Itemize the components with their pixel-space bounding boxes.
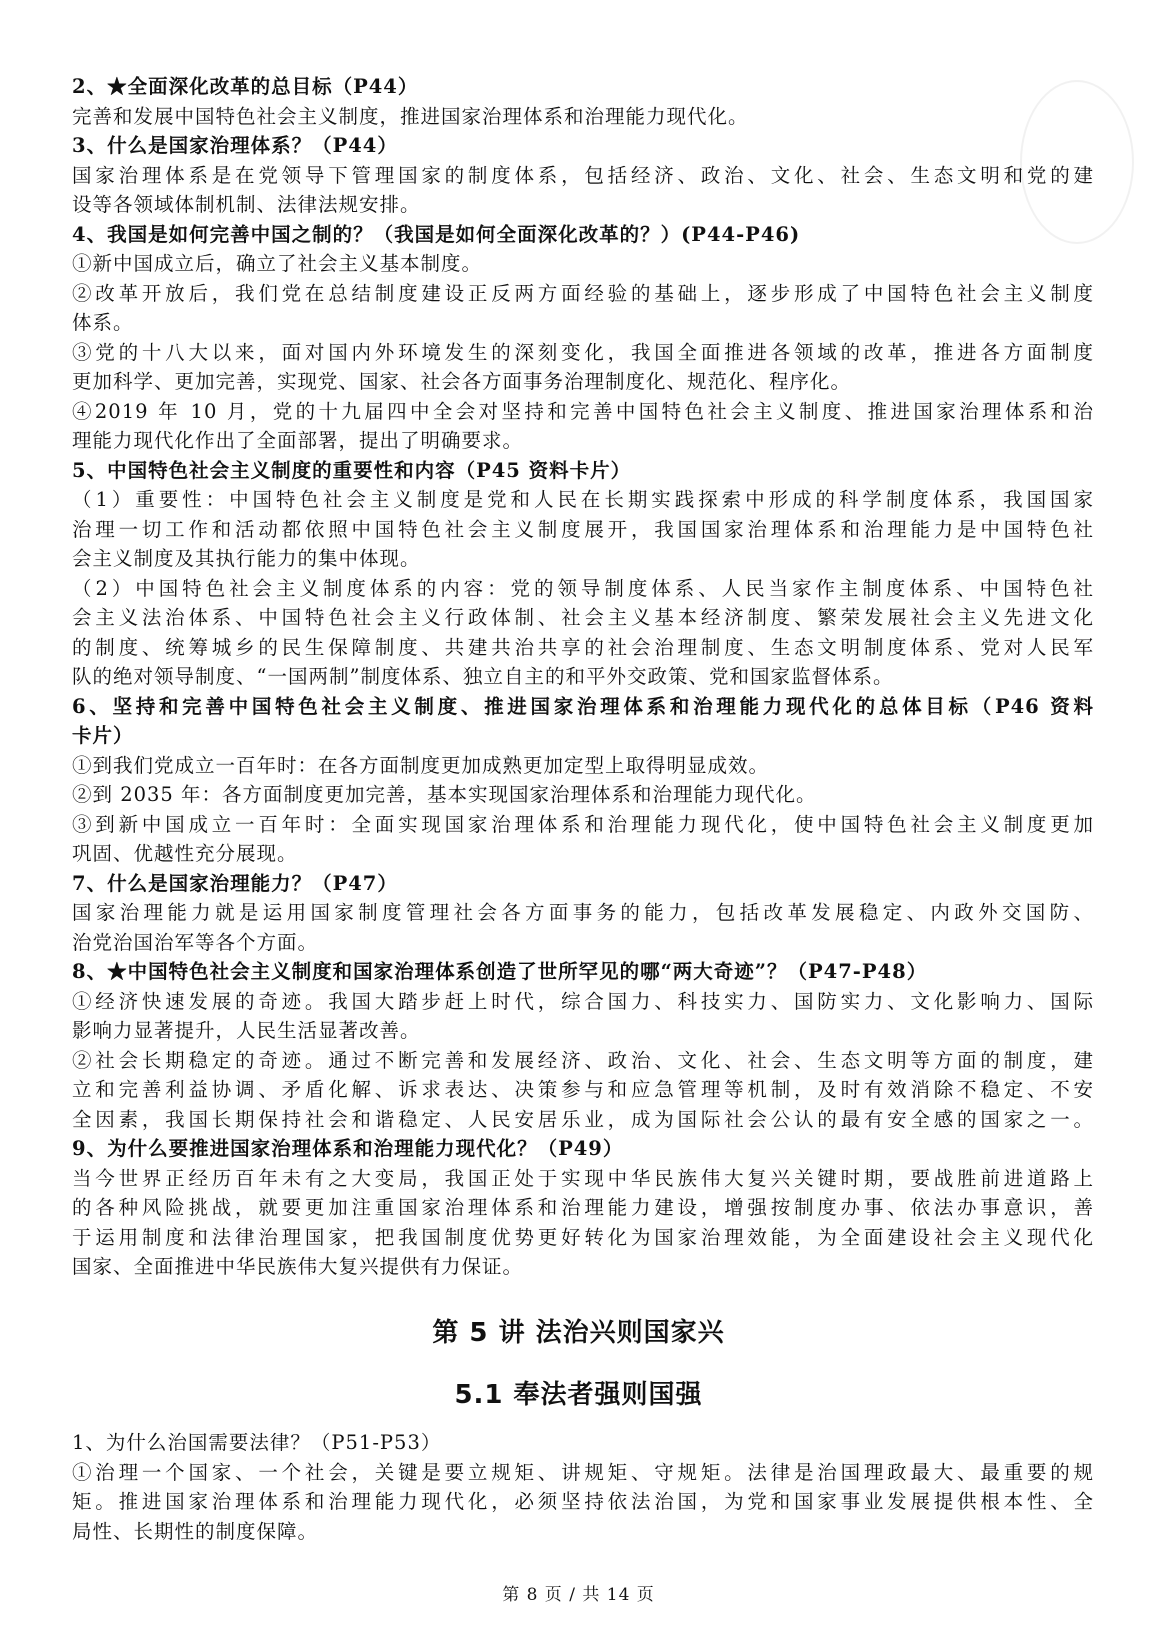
page-footer: 第 8 页 / 共 14 页 [502, 1585, 655, 1605]
text-line: 的各种风险挑战，就要更加注重国家治理体系和治理能力建设，增强按制度办事、依法办事意识，善 [72, 1196, 1094, 1219]
text-line: 国家、全面推进中华民族伟大复兴提供有力保证。 [72, 1255, 524, 1278]
chapter-title: 第 5 讲 法治兴则国家兴 [432, 1318, 725, 1348]
main-text [72, 72, 1094, 1282]
text-line: ①治理一个国家、一个社会，关键是要立规矩、讲规矩、守规矩。法律是治国理政最大、最重要的规 [72, 1460, 1094, 1484]
text-line: 体系。 [72, 311, 134, 334]
text-line: ①到我们党成立一百年时：在各方面制度更加成熟更加定型上取得明显成效。 [72, 753, 770, 777]
text-line: 会主义制度及其执行能力的集中体现。 [72, 547, 421, 570]
text-line: 理能力现代化作出了全面部署，提出了明确要求。 [72, 429, 524, 452]
text-line: 会主义法治体系、中国特色社会主义行政体制、社会主义基本经济制度、繁荣发展社会主义先进文化 [72, 606, 1094, 629]
question-heading: 8、★中国特色社会主义制度和国家治理体系创造了世所罕见的哪“两大奇迹”？（P47-P48） [72, 960, 928, 983]
question-heading: 7、什么是国家治理能力？（P47） [72, 871, 398, 895]
question-heading: 卡片） [72, 724, 134, 747]
text-line: 1、为什么治国需要法律？（P51-P53） [72, 1431, 442, 1454]
text-line: 队的绝对领导制度、“一国两制”制度体系、独立自主的和平外交政策、党和国家监督体系。 [72, 665, 894, 688]
text-line: ②社会长期稳定的奇迹。通过不断完善和发展经济、政治、文化、社会、生态文明等方面的制度，建 [72, 1048, 1094, 1072]
question-heading: 4、我国是如何完善中国之制的？（我国是如何全面深化改革的？）(P44-P46) [72, 222, 801, 246]
question-heading: 5、中国特色社会主义制度的重要性和内容（P45 资料卡片） [72, 458, 632, 482]
text-line: （1）重要性：中国特色社会主义制度是党和人民在长期实践探索中形成的科学制度体系，我国国家 [72, 488, 1094, 511]
text-line: ②改革开放后，我们党在总结制度建设正反两方面经验的基础上，逐步形成了中国特色社会主义制度 [72, 281, 1094, 305]
text-line: 全因素，我国长期保持社会和谐稳定、人民安居乐业，成为国际社会公认的最有安全感的国家之一。 [72, 1107, 1094, 1131]
text-line: ③党的十八大以来，面对国内外环境发生的深刻变化，我国全面推进各领域的改革，推进各方面制度 [72, 340, 1094, 364]
question-heading: 2、★全面深化改革的总目标（P44） [72, 75, 419, 98]
section-text [72, 1428, 1094, 1546]
text-line: 更加科学、更加完善，实现党、国家、社会各方面事务治理制度化、规范化、程序化。 [72, 370, 852, 393]
text-line: ③到新中国成立一百年时：全面实现国家治理体系和治理能力现代化，使中国特色社会主义制度更加 [72, 812, 1094, 836]
text-line: ②到 2035 年：各方面制度更加完善，基本实现国家治理体系和治理能力现代化。 [72, 783, 817, 806]
text-line: 治党治国治军等各个方面。 [72, 930, 319, 954]
text-line: 国家治理体系是在党领导下管理国家的制度体系，包括经济、政治、文化、社会、生态文明和党的建 [72, 163, 1094, 187]
text-line: 于运用制度和法律治理国家，把我国制度优势更好转化为国家治理效能，为全面建设社会主义现代化 [72, 1225, 1094, 1249]
text-line: 治理一切工作和活动都依照中国特色社会主义制度展开，我国国家治理体系和治理能力是中国特色社 [72, 517, 1094, 541]
text-line: 影响力显著提升，人民生活显著改善。 [72, 1019, 421, 1042]
text-line: 设等各领域体制机制、法律法规安排。 [72, 193, 421, 216]
question-heading: 3、什么是国家治理体系？（P44） [72, 134, 398, 157]
text-line: 国家治理能力就是运用国家制度管理社会各方面事务的能力，包括改革发展稳定、内政外交国防、 [72, 901, 1094, 924]
text-line: ①经济快速发展的奇迹。我国大踏步赶上时代，综合国力、科技实力、国防实力、文化影响力、国际 [72, 989, 1094, 1013]
section-title: 5.1 奉法者强则国强 [454, 1380, 703, 1410]
text-line: （2）中国特色社会主义制度体系的内容：党的领导制度体系、人民当家作主制度体系、中国特色社 [72, 576, 1094, 600]
text-line: 的制度、统筹城乡的民生保障制度、共建共治共享的社会治理制度、生态文明制度体系、党对人民军 [72, 635, 1094, 659]
text-line: 完善和发展中国特色社会主义制度，推进国家治理体系和治理能力现代化。 [72, 104, 749, 128]
text-line: 巩固、优越性充分展现。 [72, 842, 298, 865]
text-line: 立和完善利益协调、矛盾化解、诉求表达、决策参与和应急管理等机制，及时有效消除不稳定、不安 [72, 1078, 1094, 1101]
text-line: ①新中国成立后，确立了社会主义基本制度。 [72, 252, 483, 275]
question-heading: 6、坚持和完善中国特色社会主义制度、推进国家治理体系和治理能力现代化的总体目标（P46 资料 [72, 694, 1094, 718]
text-line: 矩。推进国家治理体系和治理能力现代化，必须坚持依法治国，为党和国家事业发展提供根本性、全 [72, 1490, 1094, 1513]
text-line: ④2019 年 10 月，党的十九届四中全会对坚持和完善中国特色社会主义制度、推进国家治理体系和治 [72, 399, 1094, 423]
question-heading: 9、为什么要推进国家治理体系和治理能力现代化？（P49） [72, 1137, 624, 1160]
text-line: 局性、长期性的制度保障。 [72, 1519, 319, 1543]
text-line: 当今世界正经历百年未有之大变局，我国正处于实现中华民族伟大复兴关键时期，要战胜前进道路上 [72, 1166, 1094, 1190]
